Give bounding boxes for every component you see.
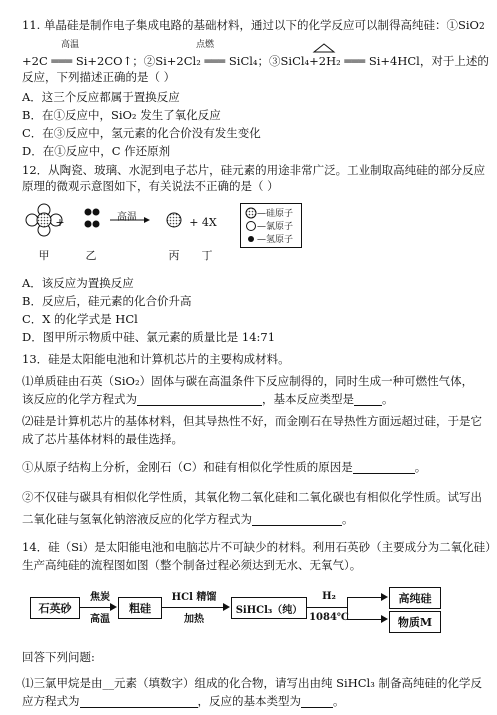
q14-stem-line1: 14．硅（Si）是太阳能电池和电脑芯片不可缺少的材料。利用石英砂（主要成分为二氧化硅）	[22, 540, 497, 554]
q14-stem-line2: 生产高纯硅的流程图如图（整个制备过程必须达到无水、无氧气）。	[22, 558, 362, 572]
q12-stem-line2: 原理的微观示意图如下，有关说法不正确的是（ ）	[22, 179, 279, 193]
q13-part4-line1: ②不仅硅与碳具有相似化学性质，其氧化物二氧化硅和二氧化碳也有相似化学性质。试写出	[22, 490, 482, 504]
q11-stem-line1: 11. 单晶硅是制作电子集成电路的基础材料，通过以下的化学反应可以制得高纯硅：①SiO2	[22, 18, 485, 32]
q11-equation-line: +2C ═══ Si+2CO↑；②Si+2Cl₂ ═══ SiCl₄；③SiCl₄+2H₂ ═══ Si+4HCl，对于上述的	[22, 54, 489, 68]
q11-option-c: C．在③反应中，氢元素的化合价没有发生变化	[22, 126, 261, 140]
molecule-h2	[85, 209, 100, 228]
q11-stem-line2: 反应，下列描述正确的是（ ）	[22, 70, 176, 84]
legend-row-cl: —氯原子	[245, 219, 301, 232]
q13-stem: 13．硅是太阳能电池和计算机芯片的主要构成材料。	[22, 352, 290, 366]
legend-row-si: —硅原子	[245, 206, 301, 219]
q11-heat-triangle-icon	[313, 43, 335, 53]
answer-blank[interactable]	[80, 695, 198, 708]
arrow-right-icon	[381, 593, 388, 601]
flow-box-substance-m: 物质M	[389, 611, 441, 633]
q11-option-b: B．在①反应中，SiO₂ 发生了氧化反应	[22, 108, 221, 122]
answer-blank[interactable]	[137, 393, 262, 406]
q12-legend	[240, 203, 302, 248]
answer-blank[interactable]	[353, 461, 415, 474]
q12-product-coeff: + 4X	[189, 216, 217, 229]
si-atom-icon	[245, 207, 257, 219]
flow-box-pure-si: 高纯硅	[389, 587, 441, 609]
q13-part1-line2: 该反应的化学方程式为 ，基本反应类型是 。	[22, 392, 394, 406]
flow-box-crude-si: 粗硅	[118, 597, 162, 619]
q12-label-ding: 丁	[201, 249, 213, 262]
flow-label-heat: 加热	[184, 614, 204, 625]
flow-box-quartz-sand: 石英砂	[30, 597, 80, 619]
q12-label-yi: 乙	[85, 249, 97, 262]
flow-box-sihcl3: SiHCl₃（纯）	[231, 597, 307, 619]
flow-label-hcl-distill: HCl 精馏	[171, 592, 217, 603]
q11-condition-ignite: 点燃	[195, 40, 214, 50]
q13-part1-line1: ⑴单质硅由石英（SiO₂）固体与碳在高温条件下反应制得的，同时生成一种可燃性气体，	[22, 374, 474, 388]
legend-row-h: —氢原子	[245, 232, 301, 245]
q12-plus-sign: +	[55, 216, 65, 229]
arrow-right-icon	[381, 615, 388, 623]
q14-part1-line2: 应方程式为 ，反应的基本类型为 。	[22, 694, 345, 708]
h-atom-icon	[245, 233, 257, 245]
q12-label-jia: 甲	[38, 249, 50, 262]
q11-condition-high-temp: 高温	[60, 40, 79, 50]
q11-option-a: A．这三个反应都属于置换反应	[22, 90, 180, 104]
q11-option-d: D．在①反应中，C 作还原剂	[22, 144, 171, 158]
answer-blank[interactable]	[252, 513, 342, 526]
flow-label-coke: 焦炭	[90, 592, 110, 603]
q12-condition-high-temp: 高温	[117, 212, 137, 223]
q12-option-b: B．反应后，硅元素的化合价升高	[22, 294, 192, 308]
molecule-si	[167, 213, 181, 227]
flow-label-h2: H₂	[322, 591, 336, 602]
q13-part4-line2: 二氧化硅与氢氧化钠溶液反应的化学方程式为 。	[22, 512, 354, 526]
q13-part3: ①从原子结构上分析，金刚石（C）和硅有相似化学性质的原因是 。	[22, 460, 427, 474]
flow-label-temp: 1084℃	[309, 612, 349, 623]
q14-answer-prompt: 回答下列问题:	[22, 650, 95, 664]
q12-option-c: C．X 的化学式是 HCl	[22, 312, 138, 326]
q13-part2-line2: 成了芯片基体材料的最佳选择。	[22, 432, 183, 446]
answer-blank[interactable]	[354, 393, 382, 406]
answer-blank[interactable]	[301, 695, 333, 708]
q13-part2-line1: ⑵硅是计算机芯片的基体材料，但其导热性不好，而金刚石在导热性方面远超过硅，于是它	[22, 414, 482, 428]
q12-stem-line1: 12．从陶瓷、玻璃、水泥到电子芯片，硅元素的用途非常广泛。工业制取高纯硅的部分反应	[22, 163, 486, 177]
cl-atom-icon	[245, 220, 257, 232]
q14-part1-line1: ⑴三氯甲烷是由__元素（填数字）组成的化合物，请写出由纯 SiHCl₃ 制备高纯硅的化学反	[22, 676, 482, 690]
q12-option-d: D．图甲所示物质中硅、氯元素的质量比是 14:71	[22, 330, 276, 344]
q12-label-bing: 丙	[168, 249, 180, 262]
flow-label-high-temp: 高温	[90, 614, 110, 625]
q12-option-a: A．该反应为置换反应	[22, 276, 134, 290]
